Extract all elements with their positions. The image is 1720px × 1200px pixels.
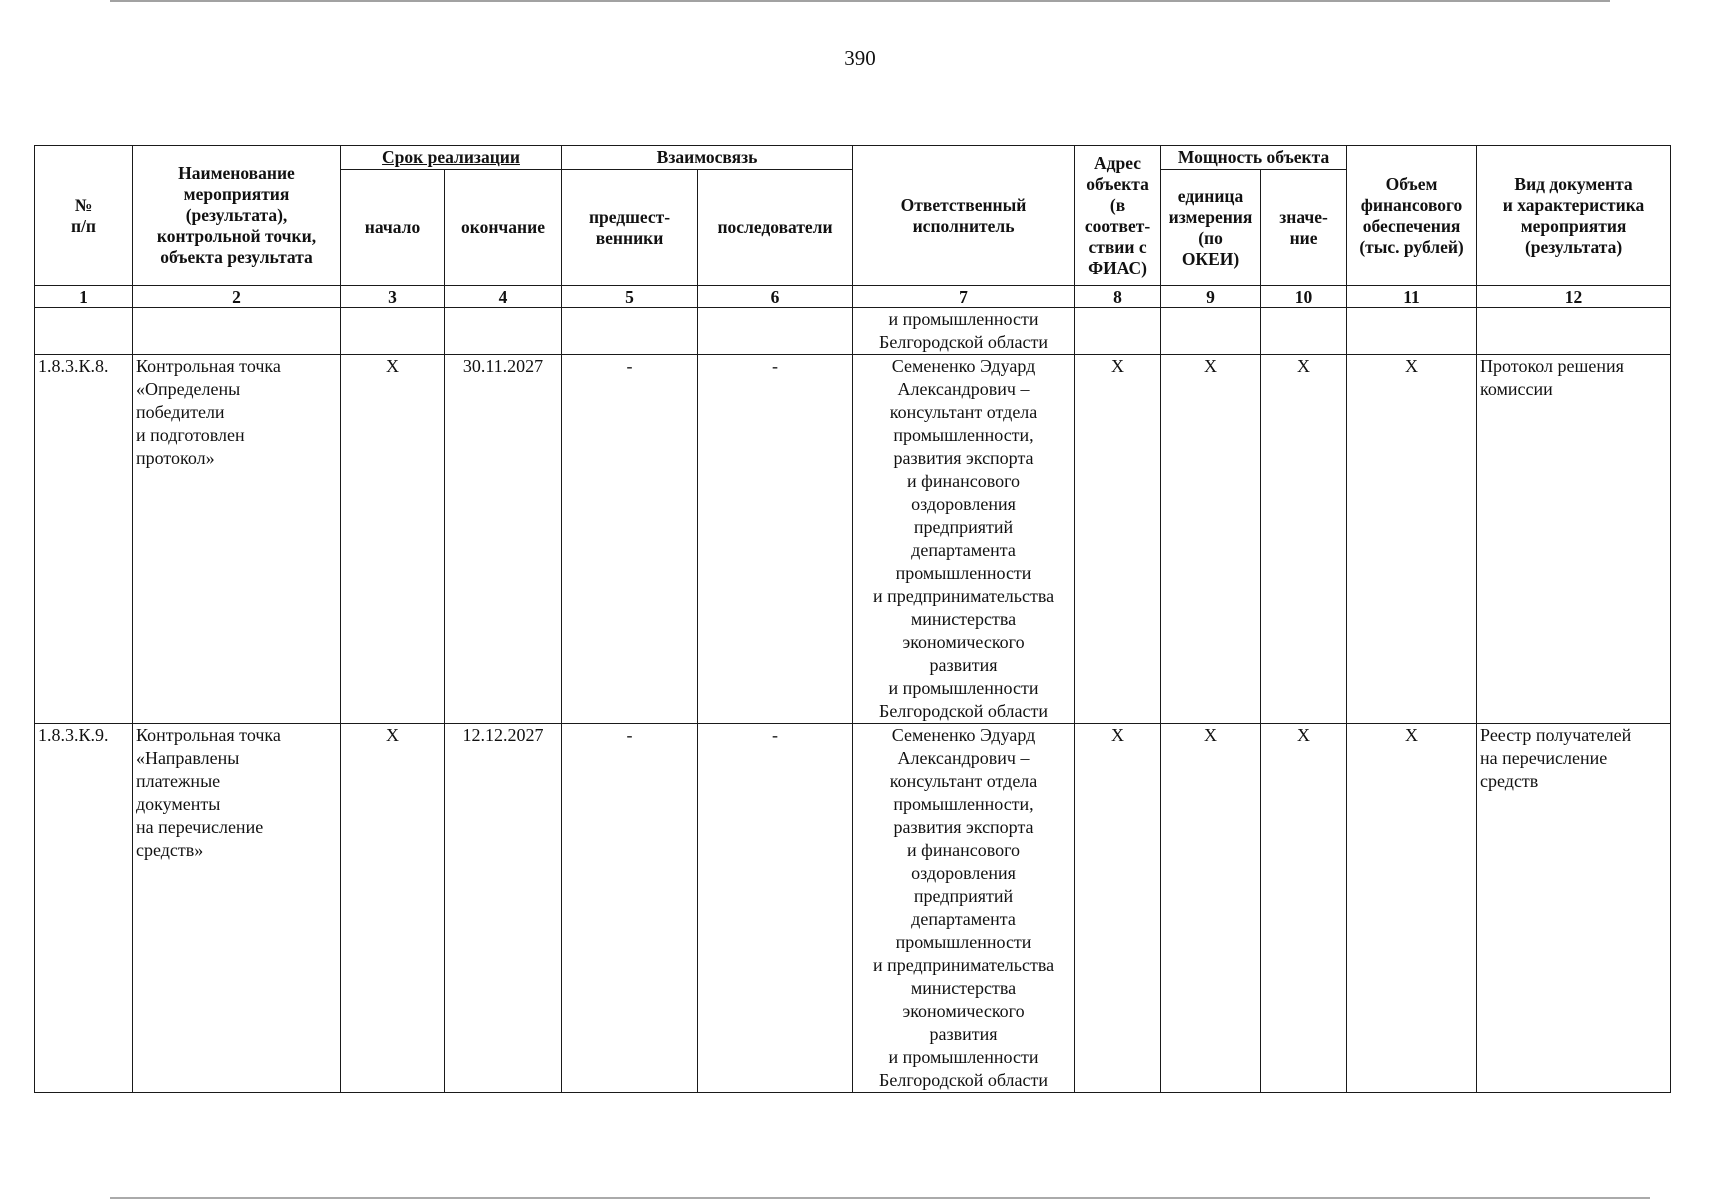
table-cell (698, 308, 853, 355)
page-number: 390 (844, 46, 876, 70)
cell-doc: Реестр получателей на перечисление средств (1477, 724, 1671, 1093)
table-cell (341, 308, 445, 355)
column-number-row (35, 286, 1671, 308)
header-link-pred: предшест- венники (562, 170, 698, 286)
plan-table (34, 145, 1671, 1093)
column-number: 3 (341, 286, 445, 308)
cell-finance: Х (1347, 355, 1477, 724)
header-cap-unit: единица измерения (по ОКЕИ) (1161, 170, 1261, 286)
cell-name: Контрольная точка «Определены победители и подготовлен протокол» (133, 355, 341, 724)
cell-pred: - (562, 724, 698, 1093)
column-number: 8 (1075, 286, 1161, 308)
column-number: 9 (1161, 286, 1261, 308)
header-row-groups (35, 146, 1671, 170)
table-cell (1161, 308, 1261, 355)
cell-start: Х (341, 724, 445, 1093)
cell-num: 1.8.3.К.9. (35, 724, 133, 1093)
cell-value: Х (1261, 355, 1347, 724)
table-cell (1477, 308, 1671, 355)
cell-executor: Семененко Эдуард Александрович – консультант отдела промышленности, развития экспорта и финансового оздоровления предприятий департамента промышленности и предпринимательства министерства экономического развития и промышленности Белгородской области (853, 355, 1075, 724)
cell-num: 1.8.3.К.8. (35, 355, 133, 724)
header-finance: Объем финансового обеспечения (тыс. рублей) (1347, 146, 1477, 286)
header-address: Адрес объекта (в соответ- ствии с ФИАС) (1075, 146, 1161, 286)
header-link-succ: последователи (698, 170, 853, 286)
cell-end: 30.11.2027 (445, 355, 562, 724)
header-link: Взаимосвязь (562, 146, 853, 170)
column-number: 5 (562, 286, 698, 308)
cell-name: Контрольная точка «Направлены платежные документы на перечисление средств» (133, 724, 341, 1093)
header-cap-value: значе- ние (1261, 170, 1347, 286)
header-term: Срок реализации (341, 146, 562, 170)
column-number: 4 (445, 286, 562, 308)
cell-executor: и промышленности Белгородской области (853, 308, 1075, 355)
column-number: 2 (133, 286, 341, 308)
continuation-row (35, 308, 1671, 355)
cell-address: Х (1075, 724, 1161, 1093)
column-number: 1 (35, 286, 133, 308)
cell-address: Х (1075, 355, 1161, 724)
cell-doc: Протокол решения комиссии (1477, 355, 1671, 724)
cell-value: Х (1261, 724, 1347, 1093)
cell-unit: Х (1161, 724, 1261, 1093)
scan-bottom-edge (110, 1197, 1650, 1199)
column-number: 10 (1261, 286, 1347, 308)
column-number: 7 (853, 286, 1075, 308)
cell-unit: Х (1161, 355, 1261, 724)
column-number: 11 (1347, 286, 1477, 308)
table-cell (562, 308, 698, 355)
header-term-start: начало (341, 170, 445, 286)
header-executor: Ответственный исполнитель (853, 146, 1075, 286)
scan-top-edge (110, 0, 1610, 2)
cell-finance: Х (1347, 724, 1477, 1093)
header-name: Наименование мероприятия (результата), контрольной точки, объекта результата (133, 146, 341, 286)
header-num: № п/п (35, 146, 133, 286)
cell-start: Х (341, 355, 445, 724)
cell-end: 12.12.2027 (445, 724, 562, 1093)
table-row (35, 355, 1671, 724)
table-cell (445, 308, 562, 355)
cell-pred: - (562, 355, 698, 724)
cell-succ: - (698, 355, 853, 724)
table-cell (1261, 308, 1347, 355)
table-row (35, 724, 1671, 1093)
cell-executor: Семененко Эдуард Александрович – консультант отдела промышленности, развития экспорта и финансового оздоровления предприятий департамента промышленности и предпринимательства министерства экономического развития и промышленности Белгородской области (853, 724, 1075, 1093)
column-number: 6 (698, 286, 853, 308)
header-doc: Вид документа и характеристика мероприятия (результата) (1477, 146, 1671, 286)
header-capacity: Мощность объекта (1161, 146, 1347, 170)
cell-succ: - (698, 724, 853, 1093)
table-cell (1075, 308, 1161, 355)
column-number: 12 (1477, 286, 1671, 308)
table-cell (35, 308, 133, 355)
table-cell (1347, 308, 1477, 355)
table-cell (133, 308, 341, 355)
header-term-end: окончание (445, 170, 562, 286)
